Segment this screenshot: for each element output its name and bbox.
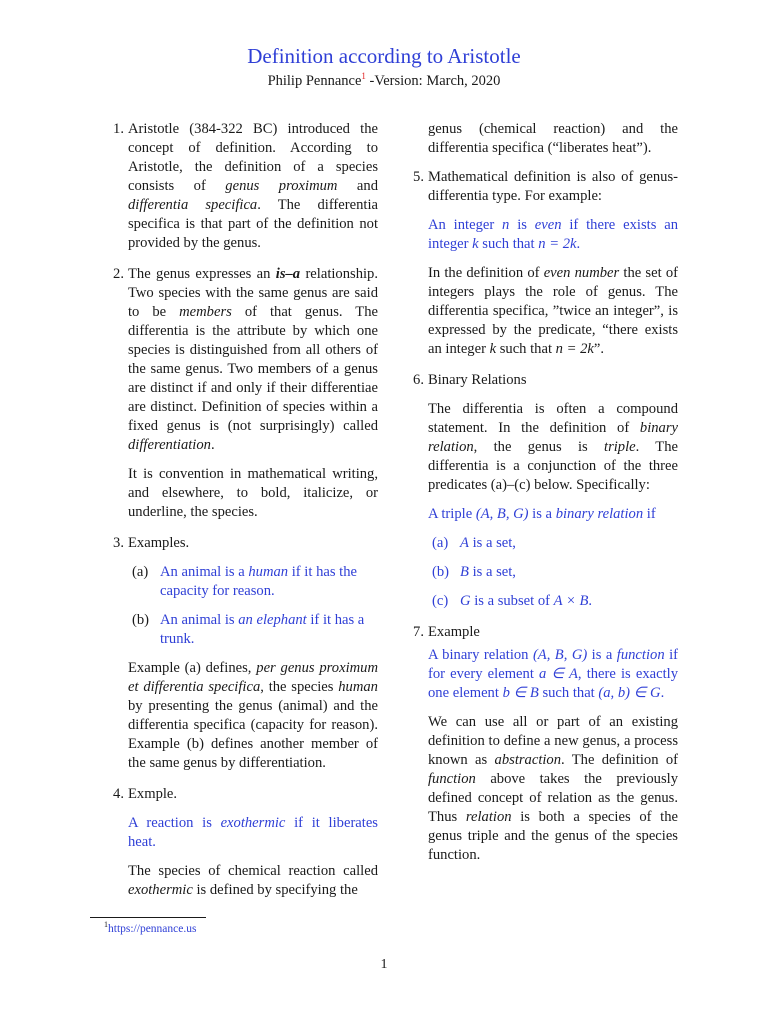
item-number: 5. [413,169,424,185]
sub-item-c: (c) G is a subset of A × B. [432,593,593,609]
version-text: -Version: March, 2020 [365,72,501,89]
paragraph: The differentia is often a compound statement. In the definition of binary relation, the genus is triple. The differentia is a conjunction of the three predicates (a)–(c) below. Specifically: [428,401,678,493]
paragraph: We can use all or part of an existing definition to define a new genus, a process known as abstraction. The definition of function above takes the previously defined concept of relation as the genus. Thus relation is both a species of the genus triple and the genus of the species function. [428,714,678,863]
list-item-5 [404,168,678,359]
item-heading: Examples. [128,535,190,551]
paragraph-continued: genus (chemical reaction) and the differentia specifica (“liberates heat”). [428,121,678,156]
sub-item-a: (a) A is a set, [432,535,516,551]
list-item-6 [404,371,678,611]
item-number: 4. [113,786,124,802]
sub-item-b: (b) B is a set, [432,564,516,580]
item-number: 7. [413,624,424,640]
paragraph: Aristotle (384-322 BC) introduced the concept of definition. According to Aristotle, the definition of a species consists of genus proximum and differentia specifica. The differentia specifica is that part of the definition not provided by the genus. [128,121,378,251]
author-line [0,71,768,90]
footnote-rule [90,917,206,918]
footnote [104,920,196,935]
list-item-1 [104,120,378,253]
footnote-link[interactable]: https://pennance.us [108,922,197,935]
page-number: 1 [380,957,388,972]
definition-text: A reaction is exothermic if it liberates heat. [128,815,378,850]
item-heading: Exmple. [128,786,178,802]
item-number: 1. [113,121,124,137]
definition-text: A triple (A, B, G) is a binary relation if [428,506,656,522]
author-name: Philip Pennance [267,72,362,89]
definition-text: A binary relation (A, B, G) is a function if for every element a ∈ A, there is exactly one element b ∈ B such that (a, b) ∈ G. [428,647,678,701]
footnote-marker[interactable]: 1 [361,71,366,81]
item-heading: Mathematical definition is also of genus-differentia type. For example: [428,169,678,204]
paragraph: In the definition of even number the set of integers plays the role of genus. The differentia specifica, ”twice an integer”, is expressed by the predicate, “there exists an integer k such that n = 2k”. [428,265,678,357]
sub-item-b: (b) An animal is an elephant if it has a trunk. [132,612,365,647]
list-item-2 [104,265,378,522]
document-title: Definition according to Aristotle [247,44,521,68]
paragraph: The species of chemical reaction called exothermic is defined by specifying the [128,863,378,898]
sub-item-a: (a) An animal is a human if it has the capacity for reason. [132,564,357,599]
list-item-3 [104,534,378,773]
paragraph: Example (a) defines, per genus proximum et differentia specifica, the species human by presenting the genus (animal) and the differentia specifica (capacity for reason). Example (b) defines another member of the same genus by differentiation. [128,660,379,771]
item-number: 6. [413,372,424,388]
paragraph: It is convention in mathematical writing, and elsewhere, to bold, italicize, or underline, the species. [128,466,378,520]
item-number: 3. [113,535,124,551]
list-item-7 [404,623,678,865]
item-heading: Binary Relations [428,372,527,388]
item-number: 2. [113,266,124,282]
item-heading: Example [428,624,480,640]
list-item-4 [104,785,378,900]
paragraph: The genus expresses an is–a relationship. Two species with the same genus are said to be members of that genus. The differentia is the attribute by which one species is distinguished from all others of the same genus. Two members of a genus are distinct if and only if their differentiae are distinct. Definition of species within a fixed genus is (not surprisingly) called differentiation. [128,266,378,453]
right-column [404,120,678,877]
footnote-number: 1 [104,920,108,929]
left-column [104,120,378,912]
definition-text: An integer n is even if there exists an integer k such that n = 2k. [428,217,678,252]
